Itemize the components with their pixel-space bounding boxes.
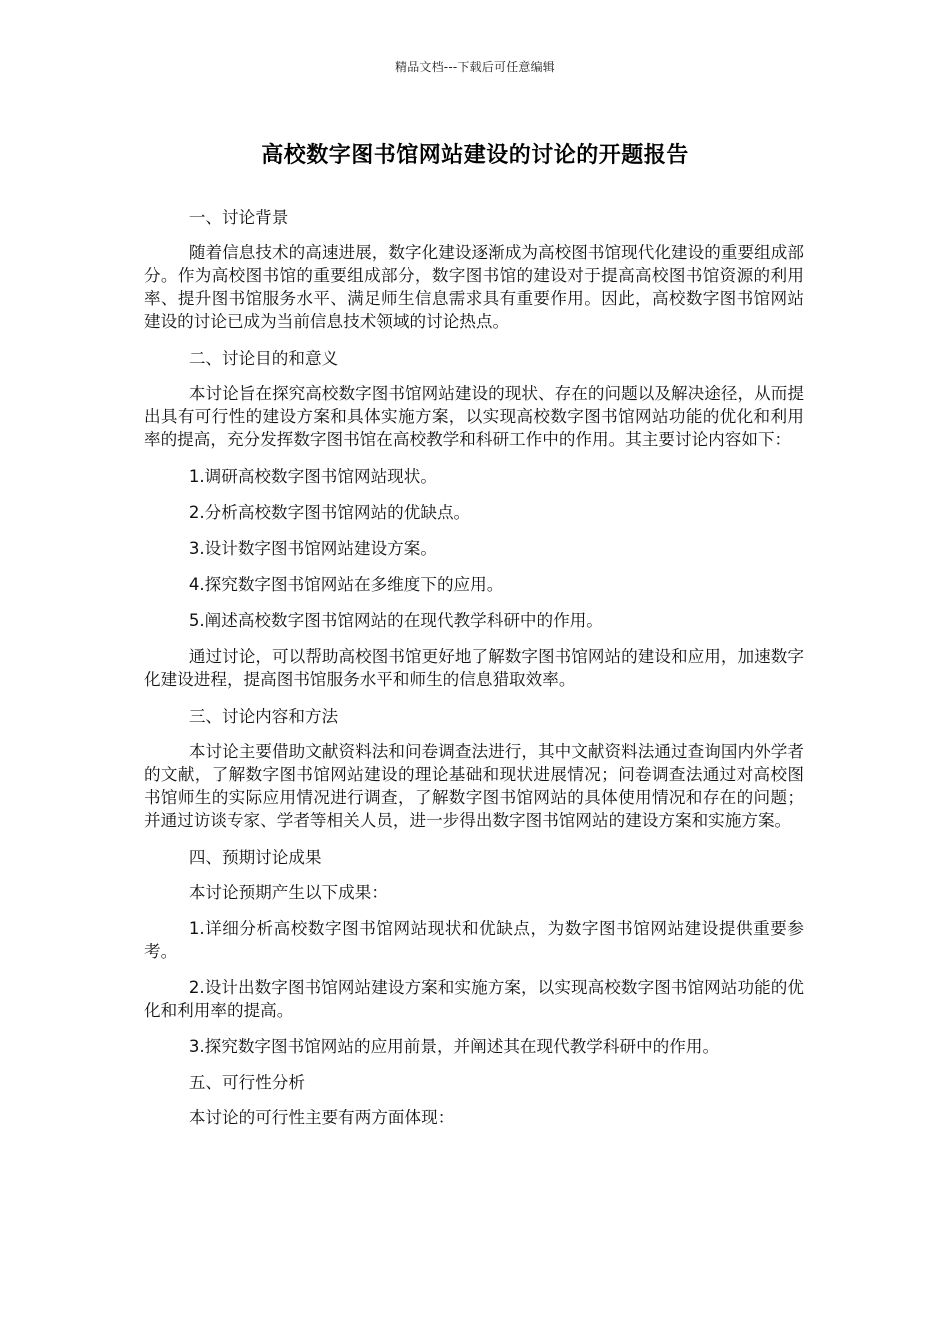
list-item-1: 1.调研高校数字图书馆网站现状。 (188, 467, 437, 486)
list-item-3: 3.设计数字图书馆网站建设方案。 (188, 539, 437, 558)
paragraph-feasibility-intro: 本讨论的可行性主要有两方面体现： (188, 1108, 455, 1127)
section-heading-outcomes: 四、预期讨论成果 (188, 848, 322, 867)
outcome-item-1: 1.详细分析高校数字图书馆网站现状和优缺点，为数字图书馆网站建设提供重要参考。 (144, 919, 804, 961)
list-item-2: 2.分析高校数字图书馆网站的优缺点。 (188, 503, 471, 522)
outcome-item-2: 2.设计出数字图书馆网站建设方案和实施方案，以实现高校数字图书馆网站功能的优化和利用率的提高。 (144, 978, 804, 1020)
list-item-5: 5.阐述高校数字图书馆网站的在现代教学科研中的作用。 (188, 611, 603, 630)
paragraph-benefit: 通过讨论，可以帮助高校图书馆更好地了解数字图书馆网站的建设和应用，加速数字化建设进程，提高图书馆服务水平和师生的信息猎取效率。 (144, 647, 804, 689)
paragraph-background: 随着信息技术的高速进展，数字化建设逐渐成为高校图书馆现代化建设的重要组成部分。作为高校图书馆的重要组成部分，数字图书馆的建设对于提高高校图书馆资源的利用率、提升图书馆服务水平、满足师生信息需求具有重要作用。因此，高校数字图书馆网站建设的讨论已成为当前信息技术领域的讨论热点。 (144, 243, 804, 331)
document-body (144, 206, 804, 1142)
section-heading-background: 一、讨论背景 (188, 208, 289, 227)
document-title: 高校数字图书馆网站建设的讨论的开题报告 (261, 143, 689, 168)
list-item-4: 4.探究数字图书馆网站在多维度下的应用。 (188, 575, 504, 594)
section-heading-purpose: 二、讨论目的和意义 (188, 349, 339, 368)
paragraph-outcomes-intro: 本讨论预期产生以下成果： (188, 883, 388, 902)
section-heading-feasibility: 五、可行性分析 (188, 1073, 305, 1092)
outcome-item-3: 3.探究数字图书馆网站的应用前景，并阐述其在现代教学科研中的作用。 (188, 1037, 720, 1056)
header-note: 精品文档---下载后可任意编辑 (395, 60, 555, 74)
paragraph-purpose: 本讨论旨在探究高校数字图书馆网站建设的现状、存在的问题以及解决途径，从而提出具有可行性的建设方案和具体实施方案，以实现高校数字图书馆网站功能的优化和利用率的提高，充分发挥数字图书馆在高校教学和科研工作中的作用。其主要讨论内容如下： (144, 384, 804, 449)
paragraph-methods: 本讨论主要借助文献资料法和问卷调查法进行，其中文献资料法通过查询国内外学者的文献，了解数字图书馆网站建设的理论基础和现状进展情况；问卷调查法通过对高校图书馆师生的实际应用情况进行调查，了解数字图书馆网站的具体使用情况和存在的问题；并通过访谈专家、学者等相关人员，进一步得出数字图书馆网站的建设方案和实施方案。 (144, 742, 804, 830)
section-heading-methods: 三、讨论内容和方法 (188, 707, 339, 726)
